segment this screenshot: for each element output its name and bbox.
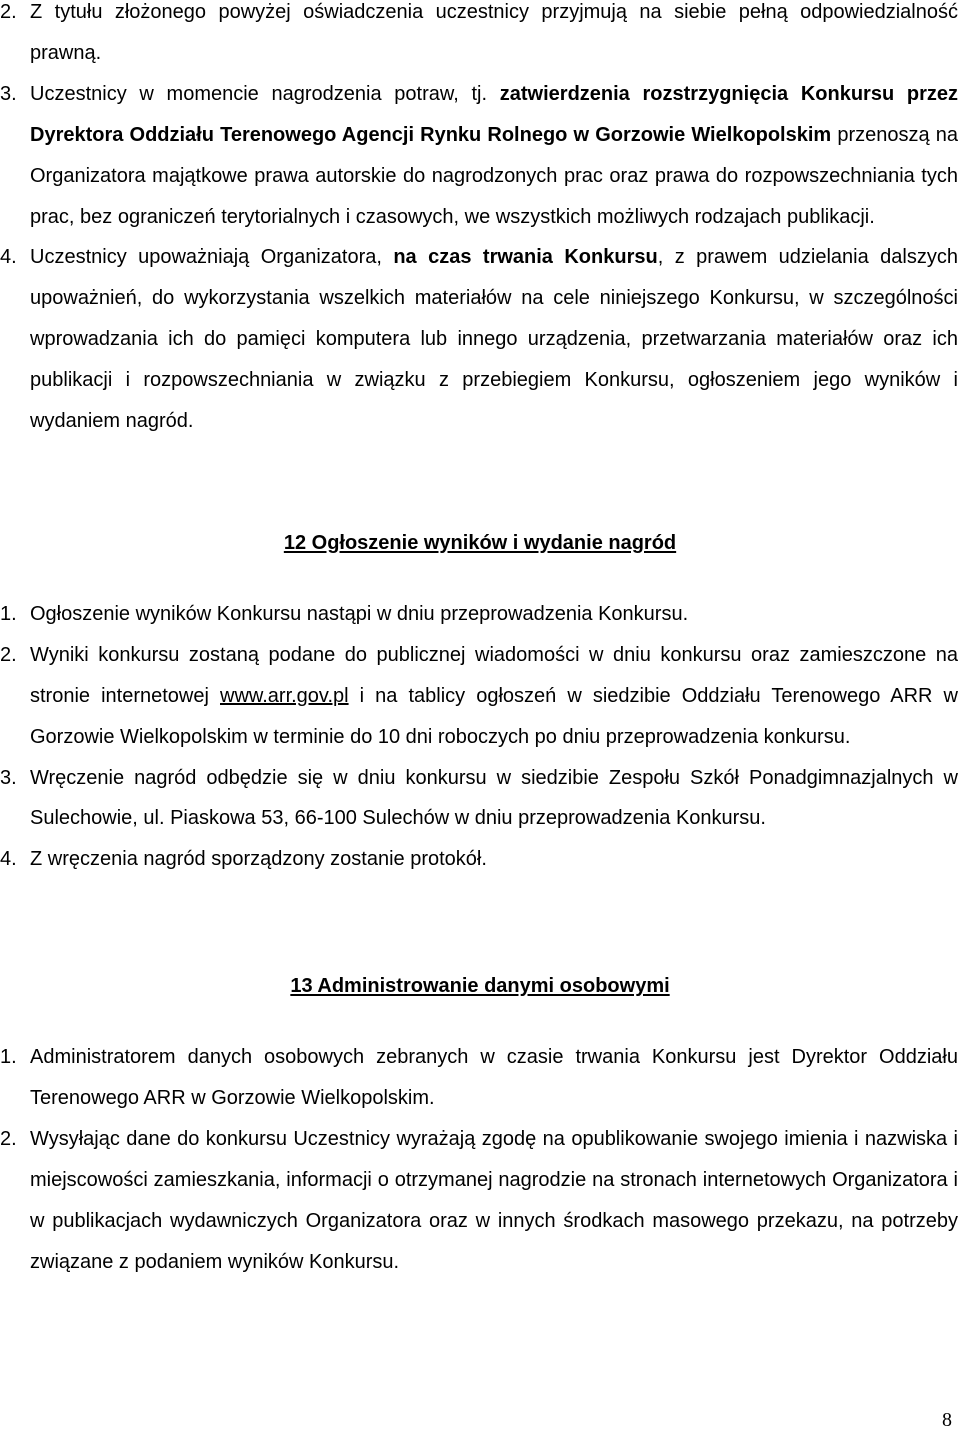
list-item [0, 839, 960, 880]
item-number: 3. [0, 82, 17, 105]
item-text: Uczestnicy upoważniają Organizatora, [30, 246, 394, 269]
spacer [0, 564, 960, 594]
list-item [0, 0, 960, 74]
item-number: 4. [0, 246, 17, 269]
website-link[interactable]: www.arr.gov.pl [220, 684, 349, 707]
item-text-bold: zatwierdzenia rozstrzygnięcia Konkursu przez Dyrektora Oddziału Terenowego Agencji Rynku Rolnego w Gorzowie Wielkopolskim [30, 82, 958, 146]
list-item [0, 74, 960, 238]
section-heading-text: 13 Administrowanie danymi osobowymi [290, 975, 670, 998]
item-number: 3. [0, 766, 17, 789]
spacer [0, 1007, 960, 1037]
item-text: Ogłoszenie wyników Konkursu nastąpi w dniu przeprowadzenia Konkursu. [30, 602, 689, 625]
spacer [0, 442, 960, 523]
list-item [0, 758, 960, 840]
list-item [0, 237, 960, 442]
section-heading [0, 966, 960, 1007]
item-text: Uczestnicy w momencie nagrodzenia potraw, tj. [30, 82, 500, 105]
item-text-bold: na czas trwania Konkursu [393, 246, 658, 269]
item-number: 2. [0, 1127, 17, 1150]
item-text: przenoszą na Organizatora majątkowe prawa autorskie do nagrodzonych prac oraz prawa do rozpowszechniania tych prac, bez ograniczeń terytorialnych i czasowych, we wszystkich możliwych rodzajach publikacji. [30, 123, 958, 228]
item-text: Wysyłając dane do konkursu Uczestnicy wyrażają zgodę na opublikowanie swojego imienia i nazwiska i miejscowości zamieszkania, informacji o otrzymanej nagrodzie na stronach internetowych Organizatora i w publikacjach wydawniczych Organizatora oraz w innych środkach masowego przekazu, na potrzeby związane z podaniem wyników Konkursu. [30, 1127, 958, 1273]
item-text: Administratorem danych osobowych zebranych w czasie trwania Konkursu jest Dyrektor Oddziału Terenowego ARR w Gorzowie Wielkopolskim. [30, 1046, 958, 1110]
list-item [0, 635, 960, 758]
section-heading-text: 12 Ogłoszenie wyników i wydanie nagród [283, 531, 677, 554]
list-item [0, 1119, 960, 1283]
item-text: Z wręczenia nagród sporządzony zostanie protokół. [30, 848, 487, 871]
page-number: 8 [942, 1409, 952, 1431]
item-text: , z prawem udzielania dalszych upoważnień, do wykorzystania wszelkich materiałów na cele niniejszego Konkursu, w szczególności wprowadzania ich do pamięci komputera lub innego urządzenia, przetwarzania materiałów oraz ich publikacji i rozpowszechniania w związku z przebiegiem Konkursu, ogłoszeniem jego wyników i wydaniem nagród. [30, 246, 958, 433]
spacer [0, 880, 960, 966]
item-number: 2. [0, 643, 17, 666]
item-text: Wręczenie nagród odbędzie się w dniu konkursu w siedzibie Zespołu Szkół Ponadgimnazjalnych w Sulechowie, ul. Piaskowa 53, 66-100 Sulechów w dniu przeprowadzenia Konkursu. [30, 766, 958, 830]
item-text: Z tytułu złożonego powyżej oświadczenia uczestnicy przyjmują na siebie pełną odpowiedzialność prawną. [30, 1, 958, 64]
item-number: 4. [0, 848, 17, 871]
item-number: 2. [0, 1, 17, 23]
list-item [0, 594, 960, 635]
list-item [0, 1037, 960, 1119]
item-text: Wyniki konkursu zostaną podane do publicznej wiadomości w dniu konkursu oraz zamieszczone na stronie internetowej [30, 643, 958, 707]
section-heading [0, 523, 960, 564]
item-text: i na tablicy ogłoszeń w siedzibie Oddziału Terenowego ARR w Gorzowie Wielkopolskim w terminie do 10 dni roboczych po dniu przeprowadzenia konkursu. [30, 684, 959, 748]
item-number: 1. [0, 602, 17, 625]
item-number: 1. [0, 1046, 17, 1069]
